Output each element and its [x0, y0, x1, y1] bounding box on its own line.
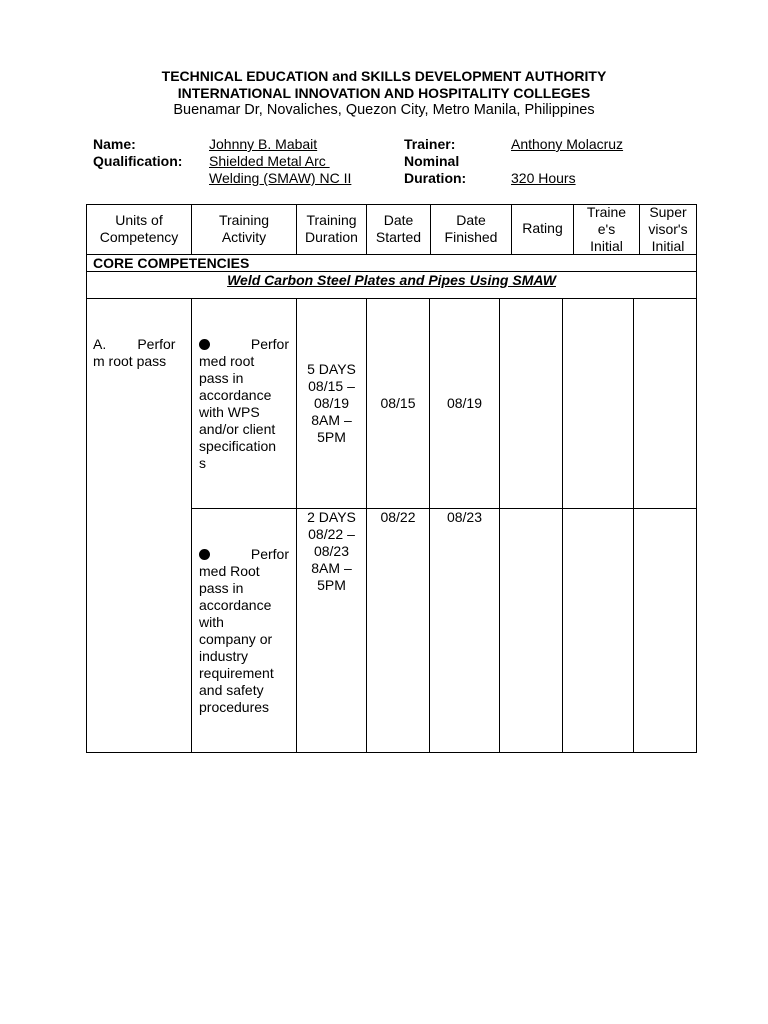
table-row-2-date-finished: 08/23	[446, 509, 483, 525]
table-border-right	[696, 204, 697, 753]
activity-line: pass in	[199, 580, 244, 596]
authority-title: TECHNICAL EDUCATION and SKILLS DEVELOPMENT AUTHORITY	[161, 68, 607, 84]
duration-value: 320 Hours	[511, 170, 576, 186]
header-line: Competency	[99, 229, 179, 245]
activity-line: Perfor	[250, 336, 289, 352]
activity-line: and/or client	[199, 421, 276, 437]
col-header-supervisor-initial	[640, 204, 696, 255]
header-line: Training	[218, 212, 270, 228]
unit-of-competency	[93, 336, 183, 370]
col-header-duration	[297, 212, 366, 246]
header-line: Initial	[590, 238, 623, 254]
table-rule	[86, 298, 697, 299]
duration-line: 08/23	[313, 543, 350, 559]
table-row-1-date-started: 08/15	[380, 395, 416, 411]
header-line: visor's	[648, 221, 688, 237]
header-line: Units of	[115, 212, 163, 228]
duration-line: 8AM –	[311, 412, 352, 428]
name-label: Name:	[93, 136, 136, 152]
college-title: INTERNATIONAL INNOVATION AND HOSPITALITY COLLEGES	[177, 85, 591, 101]
duration-line: 08/15 –	[308, 378, 355, 394]
table-col-rule	[499, 298, 500, 753]
col-header-activity	[192, 212, 296, 246]
header-line: Finished	[444, 229, 498, 245]
table-row-1-duration	[297, 361, 366, 446]
col-header-rating	[512, 220, 573, 237]
col-header-trainee-initial	[574, 204, 639, 255]
header-line: Date	[383, 212, 414, 228]
bullet-icon	[199, 339, 210, 350]
activity-line: with WPS	[199, 404, 260, 420]
header-line: e's	[597, 221, 616, 237]
duration-line: 5PM	[317, 429, 346, 445]
subsection-title: Weld Carbon Steel Plates and Pipes Using SMAW	[227, 272, 556, 288]
activity-line: with	[199, 614, 224, 630]
duration-line: 5 DAYS	[307, 361, 356, 377]
table-col-rule	[191, 298, 192, 753]
activity-line: requirement	[199, 665, 274, 681]
header-line: Started	[375, 229, 422, 245]
duration-line: 5PM	[317, 577, 346, 593]
duration-line: 8AM –	[311, 560, 352, 576]
activity-line: pass in	[199, 370, 244, 386]
table-col-rule	[562, 298, 563, 753]
header-line: Super	[649, 204, 687, 220]
table-border-bottom	[86, 752, 697, 753]
activity-line: procedures	[199, 699, 270, 715]
table-row-2-duration	[297, 509, 366, 594]
address: Buenamar Dr, Novaliches, Quezon City, Metro Manila, Philippines	[173, 102, 595, 118]
table-row-2-activity	[199, 546, 289, 716]
table-row-1-date-finished: 08/19	[446, 395, 483, 411]
header-line: Date	[456, 212, 486, 228]
activity-line: specification	[199, 438, 277, 454]
qualification-value-2: Welding (SMAW) NC II	[209, 170, 352, 186]
activity-line: and safety	[199, 682, 264, 698]
col-header-date-finished	[431, 212, 511, 246]
activity-line: med Root	[199, 563, 260, 579]
qualification-value-1: Shielded Metal Arc	[209, 153, 330, 169]
header-line: Traine	[586, 204, 627, 220]
duration-line: 2 DAYS	[307, 509, 356, 525]
table-row-2-date-started: 08/22	[380, 509, 416, 525]
header-line: Training	[306, 212, 357, 228]
nominal-label: Nominal	[404, 153, 460, 169]
trainer-label: Trainer:	[404, 136, 456, 152]
activity-line: industry	[199, 648, 249, 664]
header-line: Rating	[522, 220, 563, 236]
section-core-competencies: CORE COMPETENCIES	[93, 255, 250, 271]
header-line: Activity	[221, 229, 267, 245]
duration-line: 08/19	[313, 395, 350, 411]
trainer-value: Anthony Molacruz	[511, 136, 624, 152]
col-header-units	[87, 212, 191, 246]
header-line: Initial	[651, 238, 685, 254]
activity-line: med root	[199, 353, 255, 369]
qualification-label: Qualification:	[93, 153, 183, 169]
unit-line: A. Perfor	[93, 336, 176, 352]
table-col-rule	[633, 298, 634, 753]
duration-label: Duration:	[404, 170, 467, 186]
bullet-icon	[199, 549, 210, 560]
col-header-date-started	[367, 212, 430, 246]
activity-line: Perfor	[250, 546, 289, 562]
unit-line: m root pass	[93, 353, 167, 369]
activity-line: company or	[199, 631, 273, 647]
activity-line: accordance	[199, 597, 272, 613]
activity-line: accordance	[199, 387, 272, 403]
header-line: Duration	[305, 229, 358, 245]
table-row-1-activity	[199, 336, 289, 472]
name-value: Johnny B. Mabait	[209, 136, 318, 152]
duration-line: 08/22 –	[308, 526, 355, 542]
activity-line: s	[199, 455, 206, 471]
